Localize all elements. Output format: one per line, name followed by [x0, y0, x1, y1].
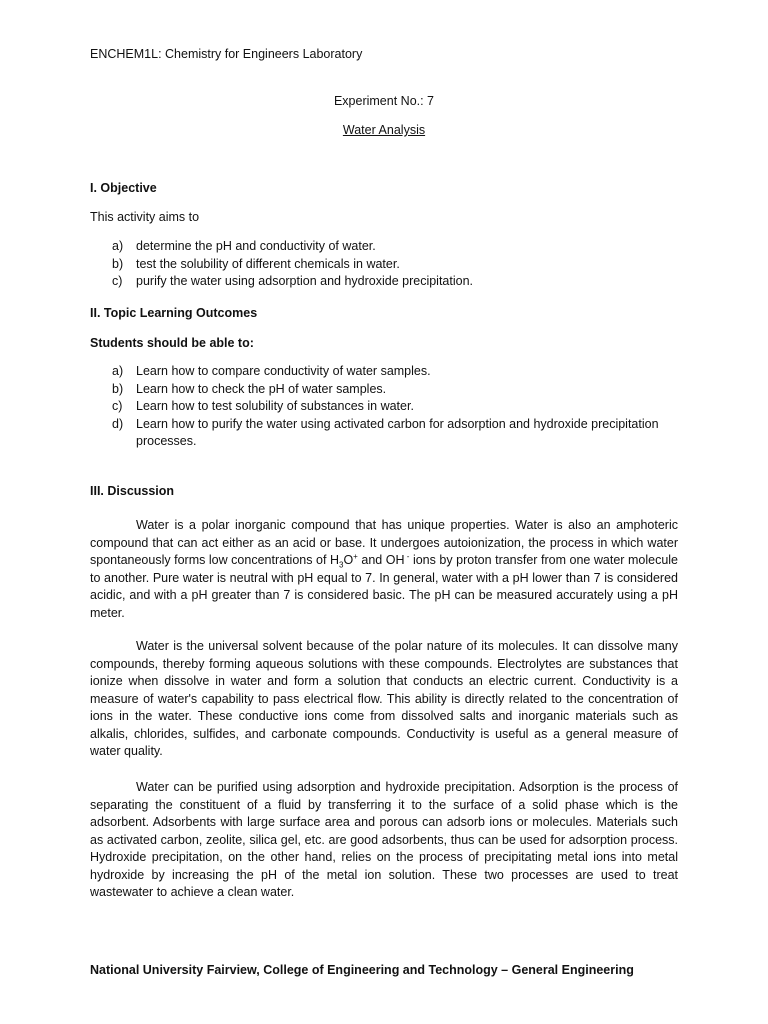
list-text: Learn how to compare conductivity of water samples. [136, 364, 431, 378]
outcomes-intro: Students should be able to: [90, 336, 254, 350]
list-marker: a) [112, 239, 124, 253]
list-text: test the solubility of different chemicals in water. [136, 256, 400, 271]
list-item [90, 256, 678, 274]
list-text: Learn how to test solubility of substances in water. [136, 399, 414, 413]
paragraph-text: and OH [357, 553, 405, 567]
list-text: purify the water using adsorption and hydroxide precipitation. [136, 274, 474, 288]
outcomes-heading: II. Topic Learning Outcomes [90, 306, 258, 320]
superscript-text: + [353, 551, 358, 561]
list-marker: c) [112, 274, 123, 288]
list-marker: b) [112, 381, 124, 396]
subscript-text: 3 [338, 560, 344, 570]
objective-intro: This activity aims to [90, 210, 200, 224]
discussion-paragraph-1 [90, 517, 678, 622]
list-marker: b) [112, 256, 124, 271]
discussion-paragraph-2: Water is the universal solvent because of the polar nature of its molecules. It can dissolve many compounds, thereby forming aqueous solutions with these compounds. Electrolytes are substances that ionize when dissolve in water and form a solution that conducts an electric current. Conductivity is a measure of water's capability to pass electrical flow. This ability is directly related to the concentration of ions in the water. These conductive ions come from dissolved salts and inorganic materials such as alkalis, chlorides, sulfides, and carbonate compounds. Conductivity is useful as a general measure of water quality. [90, 639, 678, 758]
course-title: ENCHEM1L: Chemistry for Engineers Laboratory [90, 47, 363, 61]
list-item [90, 273, 678, 291]
list-item [90, 381, 678, 399]
experiment-title: Water Analysis [342, 123, 426, 137]
paragraph-text: O [343, 553, 354, 567]
list-marker: d) [112, 416, 124, 431]
discussion-heading: III. Discussion [90, 484, 175, 498]
list-item [90, 416, 678, 451]
objective-heading: I. Objective [90, 181, 157, 195]
page-footer: National University Fairview, College of Engineering and Technology – General Engineering [90, 963, 634, 977]
superscript-text: - [404, 551, 410, 561]
list-item [90, 398, 678, 416]
list-text: determine the pH and conductivity of water. [136, 239, 376, 253]
paragraph-text: Water is a polar inorganic compound that has unique properties. Water is also an amphoteric compound that can act either as an acid or base. It undergoes autoionization, the process in which water spontaneously forms low concentrations of H [90, 518, 678, 567]
experiment-title-wrap [90, 122, 678, 140]
list-item [90, 238, 678, 256]
list-marker: a) [112, 364, 124, 378]
objective-list [90, 238, 678, 291]
discussion-paragraph-3: Water can be purified using adsorption and hydroxide precipitation. Adsorption is the process of separating the constituent of a fluid by transferring it to the surface of a solid phase which is the adsorbent. Adsorbents with large surface area and porous can adsorb ions or molecules. Materials such as activated carbon, zeolite, silica gel, etc. are good adsorbents, thus can be used for adsorption process. Hydroxide precipitation, on the other hand, relies on the process of precipitating metal ions into metal hydroxide by increasing the pH of the metal ion solution. These two processes are used to treat wastewater to achieve a clean water. [90, 780, 678, 899]
list-text: Learn how to check the pH of water samples. [136, 381, 387, 396]
list-marker: c) [112, 399, 123, 413]
experiment-number: Experiment No.: 7 [333, 94, 435, 108]
list-text: Learn how to purify the water using activated carbon for adsorption and hydroxide precipitation processes. [136, 416, 659, 448]
list-item [90, 363, 678, 381]
paragraph-text: ions by proton transfer from one water molecule to another. Pure water is neutral with pH equal to 7. In general, water with a pH lower than 7 is considered acidic, and with a pH greater than 7 is considered basic. The pH can be measured accurately using a pH meter. [90, 553, 678, 620]
outcomes-list [90, 363, 678, 451]
